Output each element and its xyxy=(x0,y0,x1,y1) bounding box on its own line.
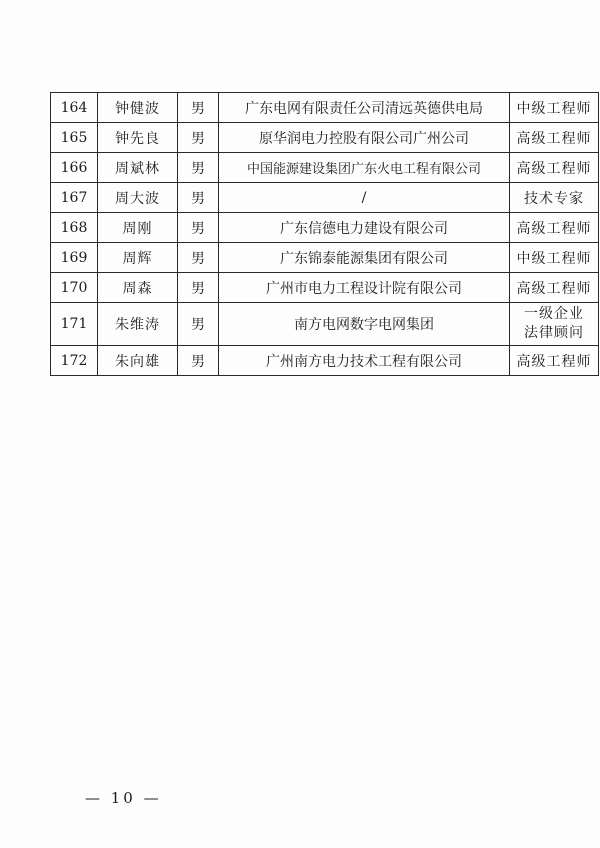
person-organization: 广东信德电力建设有限公司 xyxy=(219,213,510,243)
person-organization: 广东锦泰能源集团有限公司 xyxy=(219,243,510,273)
person-title-line-2: 法律顾问 xyxy=(524,325,584,341)
person-organization: 原华润电力控股有限公司广州公司 xyxy=(219,123,510,153)
person-name: 周大波 xyxy=(98,183,178,213)
row-number: 166 xyxy=(51,153,98,183)
page-number: — 10 — xyxy=(85,789,162,807)
person-title: 高级工程师 xyxy=(510,153,599,183)
person-name: 钟健波 xyxy=(98,93,178,123)
table-row xyxy=(51,303,599,346)
person-title: 高级工程师 xyxy=(510,123,599,153)
personnel-table xyxy=(50,92,599,376)
table-row xyxy=(51,243,599,273)
table-row xyxy=(51,93,599,123)
person-gender: 男 xyxy=(178,93,219,123)
person-organization: 中国能源建设集团广东火电工程有限公司 xyxy=(219,153,510,183)
row-number: 170 xyxy=(51,273,98,303)
person-organization: / xyxy=(219,183,510,213)
person-organization: 广州市电力工程设计院有限公司 xyxy=(219,273,510,303)
person-title: 技术专家 xyxy=(510,183,599,213)
person-title: 高级工程师 xyxy=(510,273,599,303)
table-row xyxy=(51,183,599,213)
table-row xyxy=(51,123,599,153)
person-title: 中级工程师 xyxy=(510,243,599,273)
person-name: 周斌林 xyxy=(98,153,178,183)
row-number: 168 xyxy=(51,213,98,243)
person-organization: 南方电网数字电网集团 xyxy=(219,303,510,346)
person-gender: 男 xyxy=(178,273,219,303)
person-name: 周刚 xyxy=(98,213,178,243)
person-name: 朱维涛 xyxy=(98,303,178,346)
person-title-line-1: 一级企业 xyxy=(524,306,584,322)
row-number: 164 xyxy=(51,93,98,123)
person-organization: 广州南方电力技术工程有限公司 xyxy=(219,346,510,376)
person-title: 高级工程师 xyxy=(510,346,599,376)
table-row xyxy=(51,273,599,303)
person-gender: 男 xyxy=(178,123,219,153)
row-number: 172 xyxy=(51,346,98,376)
person-gender: 男 xyxy=(178,153,219,183)
row-number: 171 xyxy=(51,303,98,346)
person-name: 朱向雄 xyxy=(98,346,178,376)
person-name: 周森 xyxy=(98,273,178,303)
person-title: 中级工程师 xyxy=(510,93,599,123)
person-title: 高级工程师 xyxy=(510,213,599,243)
person-gender: 男 xyxy=(178,213,219,243)
row-number: 165 xyxy=(51,123,98,153)
person-name: 周辉 xyxy=(98,243,178,273)
table-row xyxy=(51,346,599,376)
person-name: 钟先良 xyxy=(98,123,178,153)
row-number: 167 xyxy=(51,183,98,213)
person-gender: 男 xyxy=(178,243,219,273)
person-gender: 男 xyxy=(178,303,219,346)
person-gender: 男 xyxy=(178,346,219,376)
person-title xyxy=(510,303,599,346)
row-number: 169 xyxy=(51,243,98,273)
person-gender: 男 xyxy=(178,183,219,213)
table-row xyxy=(51,153,599,183)
person-organization: 广东电网有限责任公司清远英德供电局 xyxy=(219,93,510,123)
table-row xyxy=(51,213,599,243)
